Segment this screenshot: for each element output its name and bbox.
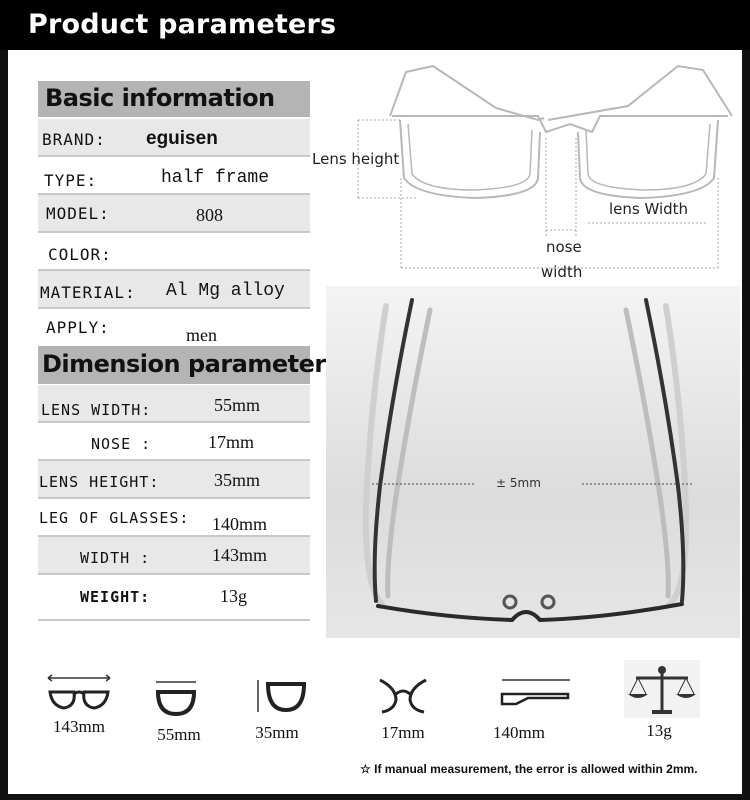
spec-row-apply bbox=[38, 309, 310, 347]
spec-key: MATERIAL: bbox=[40, 283, 136, 302]
spec-key: NOSE : bbox=[91, 435, 152, 453]
spec-value: 13g bbox=[220, 586, 247, 606]
width-label: width bbox=[541, 263, 583, 281]
title-bar bbox=[0, 0, 750, 50]
spec-value: 808 bbox=[196, 205, 223, 225]
spec-row-material bbox=[38, 271, 310, 309]
spec-key: MODEL: bbox=[46, 204, 110, 223]
spec-value: men bbox=[186, 325, 217, 345]
spec-key: COLOR: bbox=[48, 245, 112, 264]
scale-icon bbox=[624, 660, 700, 718]
nose-bridge-value: 17mm bbox=[381, 723, 425, 742]
lens-width-label: lens Width bbox=[609, 200, 689, 218]
spec-row-brand bbox=[38, 119, 310, 157]
lens-height-label: Lens height bbox=[312, 150, 400, 168]
basic-info-title: Basic information bbox=[45, 84, 275, 112]
spec-value: 17mm bbox=[208, 432, 255, 452]
lens-width-icon bbox=[148, 676, 204, 720]
spec-key: LENS WIDTH: bbox=[41, 401, 152, 419]
spec-key: APPLY: bbox=[46, 318, 110, 337]
dim-row-leg bbox=[38, 499, 310, 537]
tolerance-label: ± 5mm bbox=[496, 476, 541, 490]
nose-label: nose bbox=[546, 238, 582, 256]
spec-value: 35mm bbox=[214, 470, 261, 490]
spec-value: Al Mg alloy bbox=[166, 281, 285, 301]
spec-row-color bbox=[38, 233, 310, 271]
spec-row-model bbox=[38, 195, 310, 233]
frame-measurement-diagram bbox=[308, 58, 738, 286]
temple-length-icon bbox=[498, 672, 574, 716]
basic-info-header bbox=[38, 81, 310, 117]
dim-row-nose bbox=[38, 423, 310, 461]
dim-row-lens-width bbox=[38, 385, 310, 423]
spec-key: WEIGHT: bbox=[80, 588, 151, 606]
dim-row-lens-height bbox=[38, 461, 310, 499]
frame-width-icon bbox=[44, 672, 114, 716]
star-icon: ☆ bbox=[360, 762, 371, 776]
spec-value: 143mm bbox=[212, 545, 268, 565]
product-panel bbox=[8, 50, 742, 794]
note-text: If manual measurement, the error is allowed within 2mm. bbox=[374, 762, 698, 776]
spec-key: WIDTH : bbox=[80, 549, 151, 567]
spec-key: LEG OF GLASSES: bbox=[39, 509, 190, 527]
lens-width-value: 55mm bbox=[157, 725, 201, 744]
lens-height-value: 35mm bbox=[255, 723, 299, 742]
spec-value: eguisen bbox=[146, 128, 218, 149]
dimension-header bbox=[38, 346, 326, 384]
weight-value: 13g bbox=[646, 721, 672, 740]
spec-key: BRAND: bbox=[42, 130, 106, 149]
spec-value: half frame bbox=[161, 168, 270, 188]
temple-length-value: 140mm bbox=[493, 723, 545, 742]
dimension-title: Dimension parameter bbox=[42, 350, 326, 378]
spec-value: 55mm bbox=[214, 395, 261, 415]
nose-bridge-icon bbox=[376, 672, 430, 716]
spec-row-type bbox=[38, 157, 310, 195]
glasses-top-view-photo bbox=[326, 286, 740, 638]
dim-row-weight bbox=[38, 575, 310, 621]
spec-value: 140mm bbox=[212, 514, 268, 534]
frame-width-value: 143mm bbox=[53, 717, 105, 736]
spec-key: TYPE: bbox=[44, 171, 98, 190]
page-title: Product parameters bbox=[28, 9, 337, 40]
dim-row-width bbox=[38, 537, 310, 575]
spec-key: LENS HEIGHT: bbox=[39, 473, 160, 491]
lens-height-icon bbox=[250, 674, 310, 718]
measurement-note bbox=[360, 762, 698, 776]
